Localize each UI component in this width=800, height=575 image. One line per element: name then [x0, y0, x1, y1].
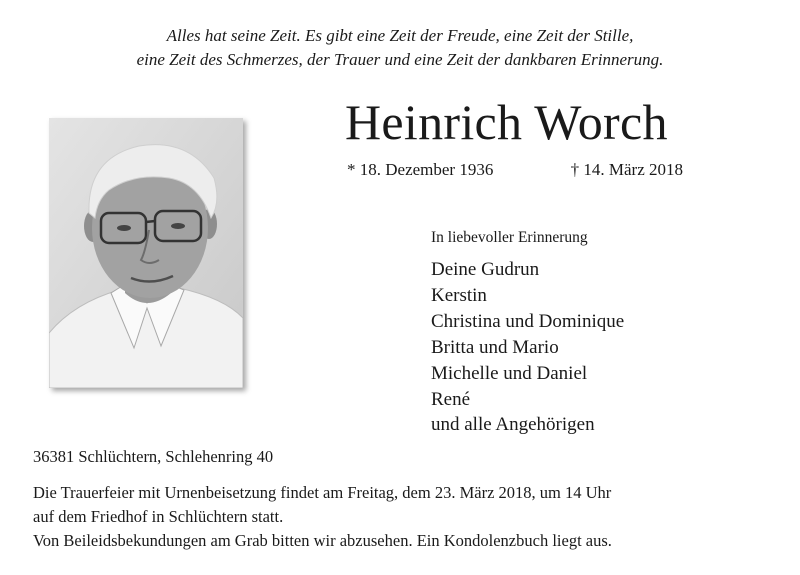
family-member: Michelle und Daniel: [431, 362, 588, 384]
funeral-notice: [33, 481, 778, 553]
family-member: Deine Gudrun: [431, 259, 540, 280]
notice-line-3: Von Beileidsbekundungen am Grab bitten wir abzusehen. Ein Kondolenzbuch liegt aus.: [33, 531, 612, 550]
death-date: † 14. März 2018: [570, 160, 683, 179]
deceased-name: Heinrich Worch: [345, 94, 668, 150]
family-member: René: [431, 388, 471, 410]
opening-quote: [0, 24, 800, 72]
family-member: Kerstin: [431, 284, 487, 306]
notice-line-2: auf dem Friedhof in Schlüchtern statt.: [33, 507, 284, 526]
memory-line: In liebevoller Erinnerung: [431, 229, 588, 246]
family-member: und alle Angehörigen: [431, 414, 595, 436]
family-member: Christina und Dominique: [431, 310, 625, 332]
family-member: Britta und Mario: [431, 336, 559, 358]
quote-line-2: eine Zeit des Schmerzes, der Trauer und eine Zeit der dankbaren Erinnerung.: [136, 50, 664, 69]
notice-line-1: Die Trauerfeier mit Urnenbeisetzung findet am Freitag, dem 23. März 2018, um 14 Uhr: [33, 483, 612, 502]
family-list: [431, 257, 624, 438]
birth-date: * 18. Dezember 1936: [347, 160, 494, 179]
portrait-photo: [49, 118, 243, 388]
quote-line-1: Alles hat seine Zeit. Es gibt eine Zeit der Freude, eine Zeit der Stille,: [166, 26, 634, 45]
address: 36381 Schlüchtern, Schlehenring 40: [33, 447, 274, 466]
